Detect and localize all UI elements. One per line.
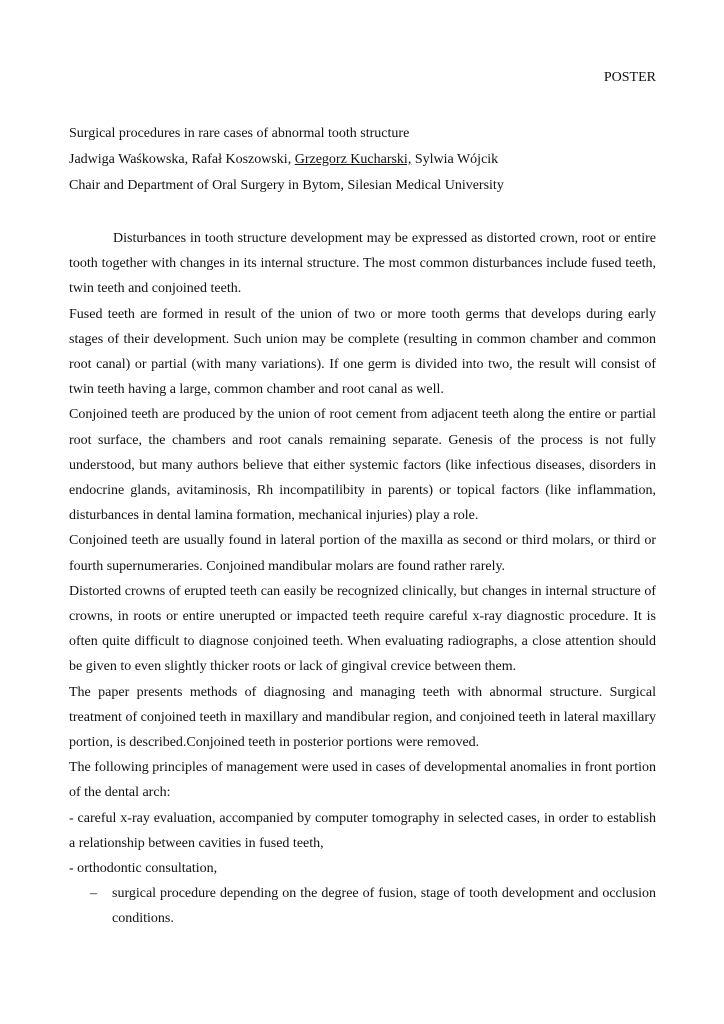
dash-bullet: – bbox=[90, 886, 97, 902]
paragraph: Disturbances in tooth structure development may be expressed as distorted crown, root or entire tooth together with changes in its internal structure. The most common disturbances include fused teeth, twin teeth and conjoined teeth. bbox=[69, 231, 656, 297]
poster-label: POSTER bbox=[603, 70, 656, 85]
paragraph: Fused teeth are formed in result of the union of two or more tooth germs that develops during early stages of their development. Such union may be complete (resulting in common chamber and common root canal) or partial (with many variations). If one germ is divided into two, the result will consist of twin teeth having a large, common chamber and root canal as well. bbox=[69, 306, 656, 398]
paper-title: Surgical procedures in rare cases of abnormal tooth structure bbox=[69, 126, 410, 141]
dash-item-text: surgical procedure depending on the degree of fusion, stage of tooth development and occlusion conditions. bbox=[112, 886, 656, 927]
list-item: - careful x-ray evaluation, accompanied by computer tomography in selected cases, in order to establish a relationship between cavities in fused teeth, bbox=[69, 810, 656, 851]
paragraph: The following principles of management were used in cases of developmental anomalies in front portion of the dental arch: bbox=[69, 760, 656, 801]
paragraph: The paper presents methods of diagnosing and managing teeth with abnormal structure. Surgical treatment of conjoined teeth in maxillary and mandibular region, and conjoined teeth in lateral maxillary portion, is described.Conjoined teeth in posterior portions were removed. bbox=[69, 684, 656, 751]
authors-before: Jadwiga Waśkowska, Rafał Koszowski, bbox=[69, 152, 295, 167]
authors-after: Sylwia Wójcik bbox=[411, 152, 499, 167]
paragraph: Conjoined teeth are produced by the union of root cement from adjacent teeth along the entire or partial root surface, the chambers and root canals remaining separate. Genesis of the process is not fully understood, but many authors believe that either systemic factors (like infectious diseases, disorders in endocrine glands, avitaminosis, Rh incompatilibity in parents) or topical factors (like inflammation, disturbances in dental lamina formation, mechanical injuries) play a role. bbox=[69, 407, 656, 524]
affiliation: Chair and Department of Oral Surgery in Bytom, Silesian Medical University bbox=[69, 178, 504, 193]
dash-list-item bbox=[69, 881, 656, 931]
body-text bbox=[69, 226, 656, 932]
paragraph: Distorted crowns of erupted teeth can easily be recognized clinically, but changes in internal structure of crowns, in roots or entire unerupted or impacted teeth require careful x-ray diagnostic procedure. It is often quite difficult to diagnose conjoined teeth. When evaluating radiographs, a close attention should be given to even slightly thicker roots or lack of gingival crevice between them. bbox=[69, 583, 656, 675]
authors-line bbox=[69, 147, 656, 173]
presenting-author: Grzegorz Kucharski, bbox=[294, 152, 412, 167]
header-block bbox=[69, 121, 656, 199]
paragraph: Conjoined teeth are usually found in lateral portion of the maxilla as second or third molars, or third or fourth supernumeraries. Conjoined mandibular molars are found rather rarely. bbox=[69, 533, 656, 574]
list-item: - orthodontic consultation, bbox=[69, 861, 218, 877]
